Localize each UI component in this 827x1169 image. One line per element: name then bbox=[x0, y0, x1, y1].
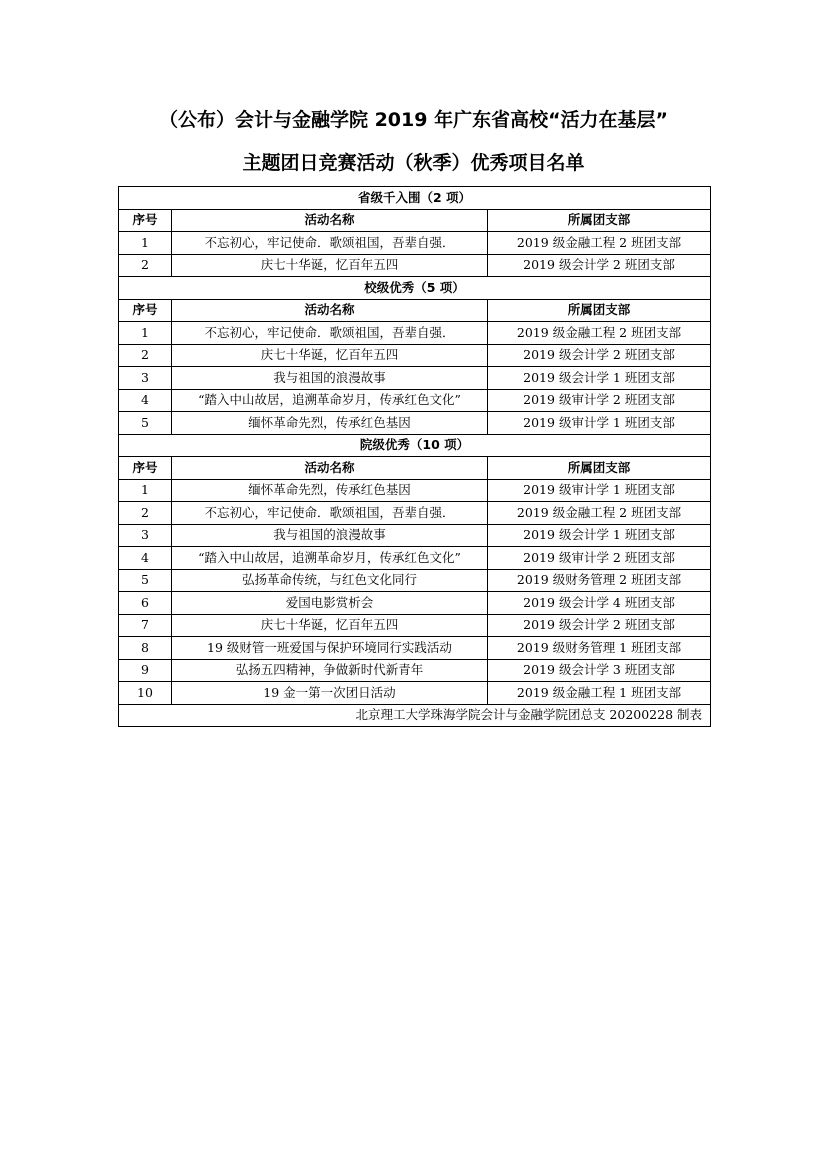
table-row bbox=[119, 412, 711, 435]
row-no: 5 bbox=[119, 569, 172, 592]
table-row bbox=[119, 524, 711, 547]
row-no: 4 bbox=[119, 389, 172, 412]
row-branch: 2019 级审计学 1 班团支部 bbox=[488, 412, 711, 435]
row-activity: 我与祖国的浪漫故事 bbox=[172, 367, 488, 390]
table-row bbox=[119, 614, 711, 637]
table-row bbox=[119, 367, 711, 390]
row-no: 8 bbox=[119, 637, 172, 660]
table-row bbox=[119, 592, 711, 615]
row-activity: 不忘初心，牢记使命．歌颂祖国，吾辈自强． bbox=[172, 232, 488, 255]
row-branch: 2019 级金融工程 2 班团支部 bbox=[488, 232, 711, 255]
row-branch: 2019 级审计学 2 班团支部 bbox=[488, 547, 711, 570]
row-branch: 2019 级会计学 2 班团支部 bbox=[488, 344, 711, 367]
row-no: 6 bbox=[119, 592, 172, 615]
row-branch: 2019 级金融工程 1 班团支部 bbox=[488, 682, 711, 705]
row-activity: 19 金一第一次团日活动 bbox=[172, 682, 488, 705]
row-activity: 庆七十华诞，忆百年五四 bbox=[172, 254, 488, 277]
row-no: 10 bbox=[119, 682, 172, 705]
row-branch: 2019 级财务管理 1 班团支部 bbox=[488, 637, 711, 660]
section-heading-provincial: 省级千入围（2 项） bbox=[119, 187, 711, 210]
table-row bbox=[119, 682, 711, 705]
table-row bbox=[119, 637, 711, 660]
row-activity: 弘扬五四精神，争做新时代新青年 bbox=[172, 659, 488, 682]
table-row bbox=[119, 479, 711, 502]
row-activity: 缅怀革命先烈，传承红色基因 bbox=[172, 479, 488, 502]
section-heading-college: 院级优秀（10 项） bbox=[119, 434, 711, 457]
row-branch: 2019 级金融工程 2 班团支部 bbox=[488, 322, 711, 345]
document-title-line2: 主题团日竞赛活动（秋季）优秀项目名单 bbox=[242, 152, 585, 174]
row-activity: “踏入中山故居，追溯革命岁月，传承红色文化” bbox=[172, 389, 488, 412]
row-no: 1 bbox=[119, 479, 172, 502]
column-header-no: 序号 bbox=[119, 457, 172, 480]
table-row bbox=[119, 389, 711, 412]
table-footer-note: 北京理工大学珠海学院会计与金融学院团总支 20200228 制表 bbox=[119, 704, 711, 727]
row-no: 2 bbox=[119, 502, 172, 525]
row-no: 1 bbox=[119, 322, 172, 345]
row-activity: 庆七十华诞，忆百年五四 bbox=[172, 614, 488, 637]
row-branch: 2019 级会计学 2 班团支部 bbox=[488, 254, 711, 277]
table-row bbox=[119, 502, 711, 525]
row-branch: 2019 级会计学 3 班团支部 bbox=[488, 659, 711, 682]
row-no: 2 bbox=[119, 254, 172, 277]
row-branch: 2019 级财务管理 2 班团支部 bbox=[488, 569, 711, 592]
table-row bbox=[119, 232, 711, 255]
table-row bbox=[119, 254, 711, 277]
row-branch: 2019 级审计学 1 班团支部 bbox=[488, 479, 711, 502]
row-no: 4 bbox=[119, 547, 172, 570]
row-no: 3 bbox=[119, 524, 172, 547]
row-activity: 不忘初心，牢记使命．歌颂祖国，吾辈自强． bbox=[172, 502, 488, 525]
row-branch: 2019 级会计学 4 班团支部 bbox=[488, 592, 711, 615]
table-row bbox=[119, 322, 711, 345]
column-header-activity: 活动名称 bbox=[172, 457, 488, 480]
row-activity: 我与祖国的浪漫故事 bbox=[172, 524, 488, 547]
column-header-branch: 所属团支部 bbox=[488, 209, 711, 232]
row-activity: 爱国电影赏析会 bbox=[172, 592, 488, 615]
row-no: 9 bbox=[119, 659, 172, 682]
row-activity: 不忘初心，牢记使命．歌颂祖国，吾辈自强． bbox=[172, 322, 488, 345]
row-branch: 2019 级审计学 2 班团支部 bbox=[488, 389, 711, 412]
column-header-activity: 活动名称 bbox=[172, 209, 488, 232]
column-header-branch: 所属团支部 bbox=[488, 299, 711, 322]
column-header-activity: 活动名称 bbox=[172, 299, 488, 322]
row-activity: 弘扬革命传统，与红色文化同行 bbox=[172, 569, 488, 592]
section-heading-university: 校级优秀（5 项） bbox=[119, 277, 711, 300]
row-branch: 2019 级会计学 1 班团支部 bbox=[488, 524, 711, 547]
table-row bbox=[119, 547, 711, 570]
row-activity: 庆七十华诞，忆百年五四 bbox=[172, 344, 488, 367]
row-no: 3 bbox=[119, 367, 172, 390]
row-no: 7 bbox=[119, 614, 172, 637]
table-row bbox=[119, 659, 711, 682]
row-branch: 2019 级会计学 2 班团支部 bbox=[488, 614, 711, 637]
row-activity: 缅怀革命先烈，传承红色基因 bbox=[172, 412, 488, 435]
column-header-branch: 所属团支部 bbox=[488, 457, 711, 480]
row-activity: “踏入中山故居，追溯革命岁月，传承红色文化” bbox=[172, 547, 488, 570]
column-header-no: 序号 bbox=[119, 209, 172, 232]
row-activity: 19 级财管一班爱国与保护环境同行实践活动 bbox=[172, 637, 488, 660]
table-row bbox=[119, 569, 711, 592]
column-header-no: 序号 bbox=[119, 299, 172, 322]
row-no: 5 bbox=[119, 412, 172, 435]
table-row bbox=[119, 344, 711, 367]
award-table bbox=[118, 186, 711, 727]
row-branch: 2019 级会计学 1 班团支部 bbox=[488, 367, 711, 390]
document-title-line1: （公布）会计与金融学院 2019 年广东省高校“活力在基层” bbox=[158, 109, 669, 131]
row-no: 1 bbox=[119, 232, 172, 255]
row-branch: 2019 级金融工程 2 班团支部 bbox=[488, 502, 711, 525]
row-no: 2 bbox=[119, 344, 172, 367]
